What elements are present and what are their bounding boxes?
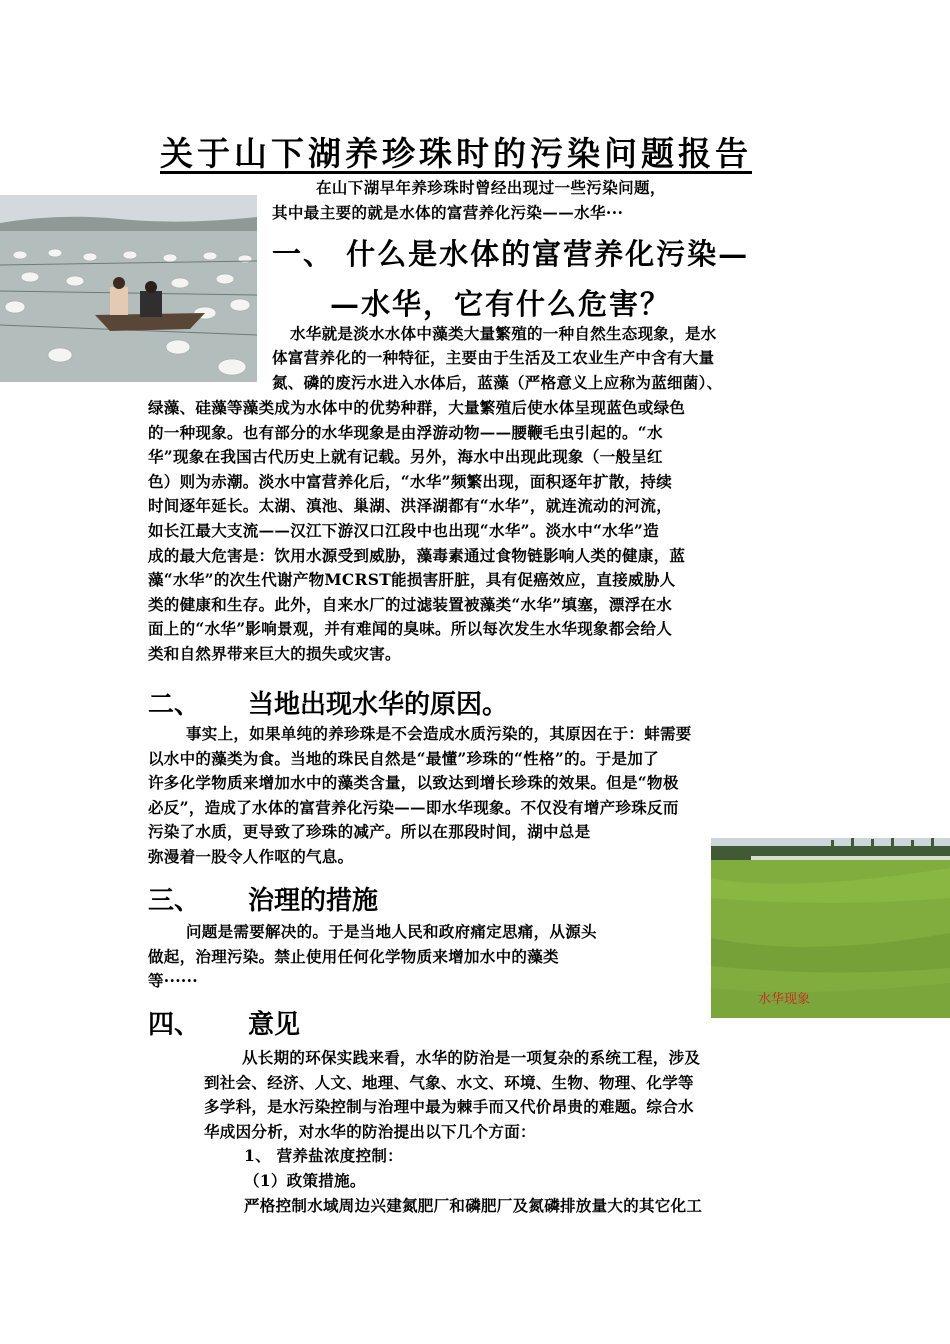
pearl-farming-photo <box>0 195 257 382</box>
text-line: 成的最大危害是：饮用水源受到威胁，藻毒素通过食物链影响人类的健康，蓝 <box>148 545 686 565</box>
text-line: 多学科，是水污染控制与治理中最为棘手而又代价昂贵的难题。综合水 <box>204 1097 694 1117</box>
text-line: 如长江最大支流——汉江下游汉口江段中也出现“水华”。淡水中“水华”造 <box>148 520 659 540</box>
text-line: 的一种现象。也有部分的水华现象是由浮游动物——腰鞭毛虫引起的。“水 <box>148 422 663 442</box>
intro-line: 在山下湖早年养珍珠时曾经出现过一些污染问题， <box>316 178 666 197</box>
section-title: 治理的措施 <box>248 886 379 916</box>
section-number: 四、 <box>148 1010 201 1040</box>
section-title: 意见 <box>248 1010 301 1040</box>
text-line: 类和自然界带来巨大的损失或灾害。 <box>148 643 401 663</box>
text-line: 从长期的环保实践来看，水华的防治是一项复杂的系统工程，涉及 <box>242 1048 701 1067</box>
text-line: 面上的“水华”影响景观，并有难闻的臭味。所以每次发生水华现象都会给人 <box>148 619 673 639</box>
text-line: 绿藻、硅藻等藻类成为水体中的优势种群，大量繁殖后使水体呈现蓝色或绿色 <box>148 398 686 417</box>
text-line: 氮、磷的废污水进入水体后，蓝藻（严格意义上应称为蓝细菌）、 <box>272 372 723 392</box>
photo-caption: 水华现象 <box>758 992 811 1007</box>
text-line: 严格控制水域周边兴建氮肥厂和磷肥厂及氮磷排放量大的其它化工 <box>244 1195 703 1215</box>
section3-paragraph <box>148 920 597 994</box>
text-line: 弥漫着一股令人作呕的气息。 <box>148 846 354 866</box>
subheading-nutrient-control: 1、 营养盐浓度控制： <box>244 1146 403 1166</box>
section4-heading <box>148 1004 300 1041</box>
text-line: 污染了水质，更导致了珍珠的减产。所以在那段时间，湖中总是 <box>148 822 591 842</box>
text-line: 到社会、经济、人文、地理、气象、水文、环境、生物、物理、化学等 <box>204 1072 694 1092</box>
section1-heading: 一、 什么是水体的富营养化污染— <box>272 237 750 271</box>
water-bloom-photo <box>711 838 950 1018</box>
text-line: 等······ <box>148 971 198 991</box>
page-title: 关于山下湖养珍珠时的污染问题报告 <box>160 134 752 173</box>
intro-line: 其中最主要的就是水体的富营养化污染——水华··· <box>272 202 624 222</box>
section4-paragraph <box>204 1046 702 1218</box>
text-line: 许多化学物质来增加水中的藻类含量，以致达到增长珍珠的效果。但是“物极 <box>148 773 679 793</box>
text-line: 时间逐年延长。太湖、滇池、巢湖、洪泽湖都有“水华”，就连流动的河流， <box>148 496 673 516</box>
text-line: 藻“水华”的次生代谢产物MCRST能损害肝脏，具有促癌效应，直接威胁人 <box>148 570 676 590</box>
text-line: 类的健康和生存。此外，自来水厂的过滤装置被藻类“水华”填塞，漂浮在水 <box>148 594 673 614</box>
intro-paragraph <box>272 176 666 225</box>
section1-paragraph-top2 <box>272 346 722 395</box>
text-line: 体富营养化的一种特征，主要由于生活及工农业生产中含有大量 <box>272 348 715 367</box>
section-number: 三、 <box>148 886 201 916</box>
subheading-policy: （1）政策措施。 <box>244 1170 366 1190</box>
text-line: 必反”，造成了水体的富营养化污染——即水华现象。不仅没有增产珍珠反而 <box>148 797 679 817</box>
text-line: 水华就是淡水水体中藻类大量繁殖的一种自然生态现象，是水 <box>290 324 717 343</box>
text-line: 华成因分析，对水华的防治提出以下几个方面： <box>204 1121 536 1141</box>
section3-heading <box>148 880 378 917</box>
section1-heading-cont: —水华，它有什么危害？ <box>330 287 672 321</box>
section1-paragraph-top <box>290 322 717 347</box>
section2-paragraph <box>148 722 692 870</box>
section2-heading <box>148 684 508 721</box>
text-line: 色）则为赤潮。淡水中富营养化后，“水华”频繁出现，面积逐年扩散，持续 <box>148 471 673 491</box>
text-line: 以水中的藻类为食。当地的珠民自然是“最懂”珍珠的“性格”的。于是加了 <box>148 748 659 768</box>
text-line: 做起，治理污染。禁止使用任何化学物质来增加水中的藻类 <box>148 946 559 966</box>
text-line: 事实上，如果单纯的养珍珠是不会造成水质污染的，其原因在于：蚌需要 <box>186 724 692 743</box>
section-title: 当地出现水华的原因。 <box>248 690 509 720</box>
text-line: 问题是需要解决的。于是当地人民和政府痛定思痛，从源头 <box>186 922 597 941</box>
text-line: 华”现象在我国古代历史上就有记载。另外，海水中出现此现象（一般呈红 <box>148 447 663 467</box>
section1-paragraph-body <box>148 396 685 667</box>
section-number: 二、 <box>148 690 201 720</box>
